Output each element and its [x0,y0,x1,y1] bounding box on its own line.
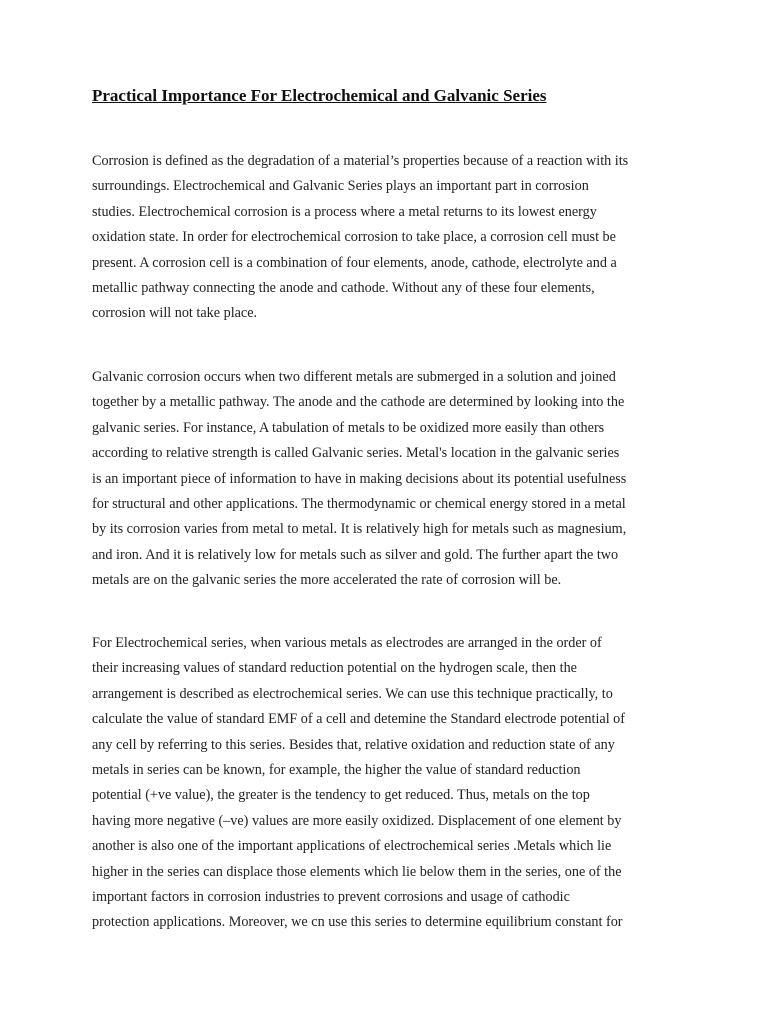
text-line: surroundings. Electrochemical and Galvanic Series plays an important part in corrosion [92,178,589,195]
text-line: studies. Electrochemical corrosion is a process where a metal returns to its lowest energy [92,203,597,220]
text-line: together by a metallic pathway. The anode and the cathode are determined by looking into the [92,394,625,411]
text-line: calculate the value of standard EMF of a cell and detemine the Standard electrode potential of [92,711,626,728]
paragraph-electrochemical-series [92,631,625,936]
text-line: higher in the series can displace those elements which lie below them in the series, one of the [92,863,622,880]
paragraph-galvanic-corrosion [92,365,626,594]
text-line: according to relative strength is called Galvanic series. Metal's location in the galvanic series [92,445,620,462]
text-line: galvanic series. For instance, A tabulation of metals to be oxidized more easily than others [92,419,605,436]
text-line: for structural and other applications. The thermodynamic or chemical energy stored in a metal [92,496,626,513]
text-line: any cell by referring to this series. Besides that, relative oxidation and reduction state of any [92,736,615,753]
text-line: Corrosion is defined as the degradation of a material’s properties because of a reaction with its [92,153,629,169]
text-line: Galvanic corrosion occurs when two different metals are submerged in a solution and joined [92,369,616,385]
text-line: potential (+ve value), the greater is the tendency to get reduced. Thus, metals on the top [92,787,590,804]
text-line: For Electrochemical series, when various metals as electrodes are arranged in the order of [92,635,602,651]
text-line: arrangement is described as electrochemical series. We can use this technique practically, to [92,685,613,702]
text-line: present. A corrosion cell is a combination of four elements, anode, cathode, electrolyte and a [92,254,617,271]
text-line: important factors in corrosion industries to prevent corrosions and usage of cathodic [92,889,570,906]
text-line: metallic pathway connecting the anode and cathode. Without any of these four elements, [92,280,595,297]
text-line: metals are on the galvanic series the more accelerated the rate of corrosion will be. [92,572,562,589]
text-line: corrosion will not take place. [92,305,258,322]
text-line: protection applications. Moreover, we cn use this series to determine equilibrium constant for [92,914,623,931]
text-line: is an important piece of information to have in making decisions about its potential usefulness [92,470,627,487]
text-line: metals in series can be known, for example, the higher the value of standard reduction [92,762,581,779]
document-title: Practical Importance For Electrochemical and Galvanic Series [92,86,547,105]
text-line: and iron. And it is relatively low for metals such as silver and gold. The further apart the two [92,546,619,563]
text-line: their increasing values of standard reduction potential on the hydrogen scale, then the [92,660,577,677]
text-line: another is also one of the important applications of electrochemical series .Metals which lie [92,838,612,855]
paragraph-corrosion-definition [92,149,628,327]
text-line: oxidation state. In order for electrochemical corrosion to take place, a corrosion cell must be [92,229,616,246]
text-line: having more negative (–ve) values are more easily oxidized. Displacement of one element by [92,812,622,829]
text-line: by its corrosion varies from metal to metal. It is relatively high for metals such as magnesium, [92,521,627,538]
